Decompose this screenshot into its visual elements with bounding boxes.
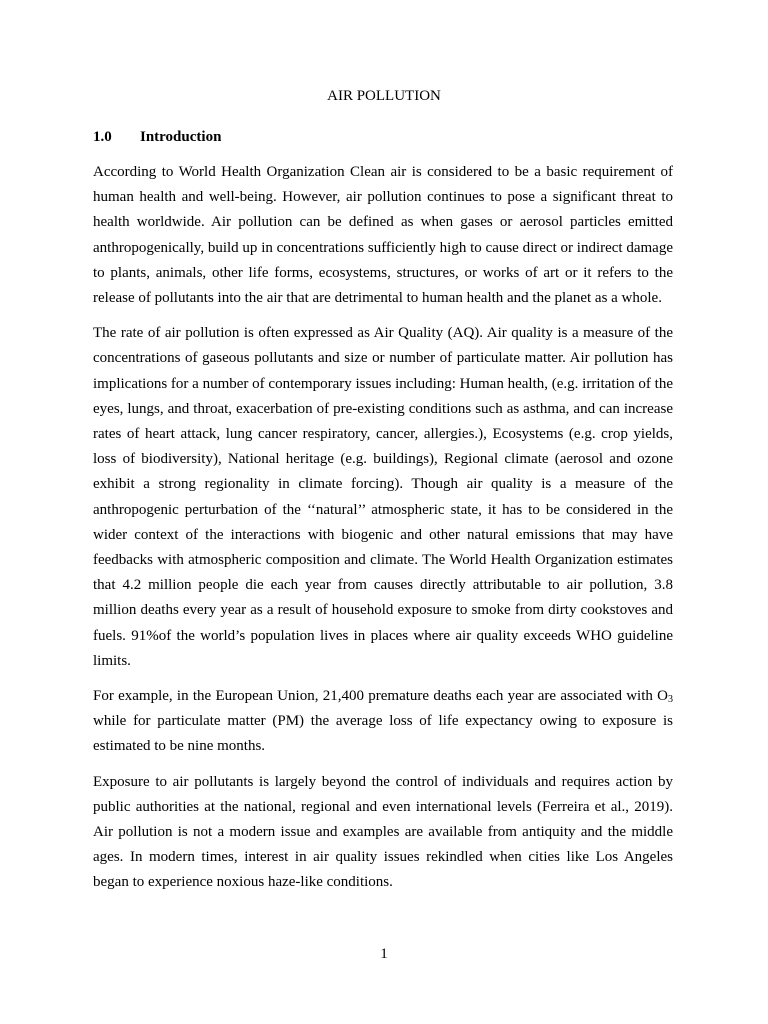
section-number: 1.0: [93, 129, 112, 145]
paragraph-definition: According to World Health Organization Clean air is considered to be a basic requirement of human health and well-being. However, air pollution continues to pose a significant threat to health worldwide. Air pollution can be defined as when gases or aerosol particles emitted anthropogenically, build up in concentrations sufficiently high to cause direct or indirect damage to plants, animals, other life forms, ecosystems, structures, or works of art or it refers to the release of pollutants into the air that are detrimental to human health and the planet as a whole.: [93, 164, 673, 307]
paragraph-european-union: [93, 684, 673, 760]
paragraph-eu-text-end: while for particulate matter (PM) the average loss of life expectancy owing to exposure is estimated to be nine months.: [93, 713, 673, 755]
paragraph-air-quality: The rate of air pollution is often expressed as Air Quality (AQ). Air quality is a measure of the concentrations of gaseous pollutants and size or number of particulate matter. Air pollution has implications for a number of contemporary issues including: Human health, (e.g. irritation of the eyes, lungs, and throat, exacerbation of pre-existing conditions such as asthma, and can increase rates of heart attack, lung cancer respiratory, cancer, allergies.), Ecosystems (e.g. crop yields, loss of biodiversity), National heritage (e.g. buildings), Regional climate (aerosol and ozone exhibit a strong regionality in climate forcing). Though air quality is a measure of the anthropogenic perturbation of the ‘‘natural’’ atmospheric state, it has to be considered in the wider context of the interactions with biogenic and other natural emissions that may have feedbacks with atmospheric composition and climate. The World Health Organization estimates that 4.2 million people die each year from causes directly attributable to air pollution, 3.8 million deaths every year as a result of household exposure to smoke from dirty cookstoves and fuels. 91%of the world’s population lives in places where air quality exceeds WHO guideline limits.: [93, 325, 673, 669]
paragraph-eu-text-start: For example, in the European Union, 21,400 premature deaths each year are associated with O: [93, 688, 668, 705]
section-heading: [93, 127, 221, 147]
ozone-subscript: 3: [668, 694, 673, 706]
section-title: Introduction: [140, 129, 222, 145]
page-number: 1: [380, 946, 388, 962]
paragraph-exposure: Exposure to air pollutants is largely beyond the control of individuals and requires action by public authorities at the national, regional and even international levels (Ferreira et al., 2019). Air pollution is not a modern issue and examples are available from antiquity and the middle ages. In modern times, interest in air quality issues rekindled when cities like Los Angeles began to experience noxious haze-like conditions.: [93, 773, 673, 891]
document-title: AIR POLLUTION: [327, 88, 441, 104]
document-body: [93, 160, 673, 908]
